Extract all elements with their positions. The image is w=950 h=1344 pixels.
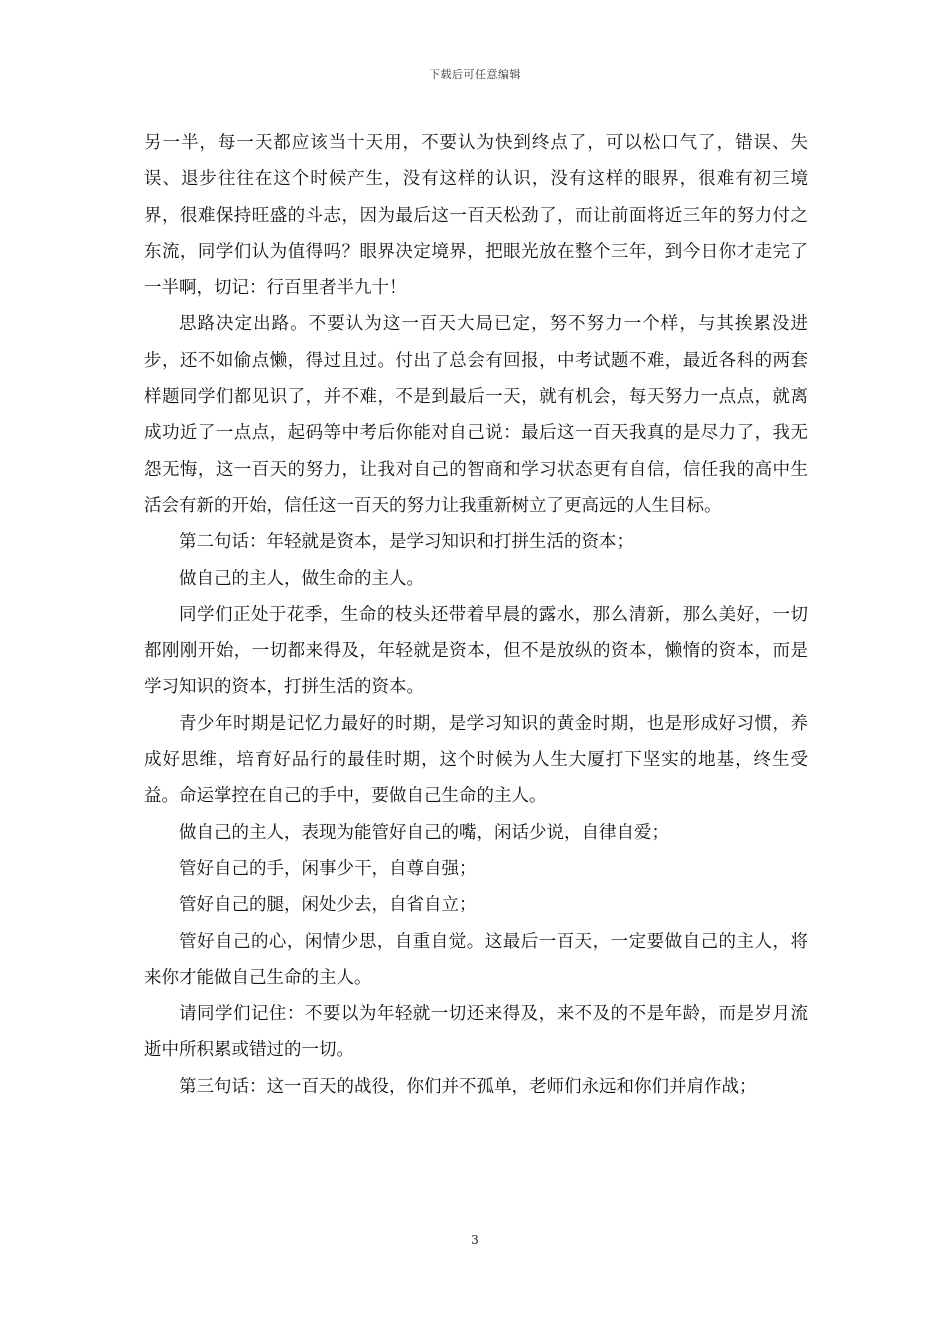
paragraph: 做自己的主人，做生命的主人。 [179, 568, 424, 589]
paragraph: 思路决定出路。不要认为这一百天大局已定，努不努力一个样，与其挨累没进步，还不如偷点懒，得过且过。付出了总会有回报，中考试题不难，最近各科的两套样题同学们都见识了，并不难，不是到最后一天，就有机会，每天努力一点点，就离成功近了一点点，起码等中考后你能对自己说：最后这一百天我真的是尽力了，我无怨无悔，这一百天的努力，让我对自己的智商和学习状态更有自信，信任我的高中生活会有新的开始，信任这一百天的努力让我重新树立了更高远的人生目标。 [144, 314, 808, 516]
paragraph: 第三句话：这一百天的战役，你们并不孤单，老师们永远和你们并肩作战； [179, 1076, 757, 1097]
page-header: 下载后可任意编辑 [429, 68, 521, 81]
paragraph: 青少年时期是记忆力最好的时期，是学习知识的黄金时期，也是形成好习惯，养成好思维，培育好品行的最佳时期，这个时候为人生大厦打下坚实的地基，终生受益。命运掌控在自己的手中，要做自己生命的主人。 [144, 713, 808, 807]
paragraph: 管好自己的腿，闲处少去，自省自立； [179, 895, 477, 916]
paragraph: 管好自己的手，闲事少干，自尊自强； [179, 858, 477, 879]
paragraph: 管好自己的心，闲情少思，自重自觉。这最后一百天，一定要做自己的主人，将来你才能做自己生命的主人。 [144, 931, 808, 988]
paragraph: 同学们正处于花季，生命的枝头还带着早晨的露水，那么清新，那么美好，一切都刚刚开始，一切都来得及，年轻就是资本，但不是放纵的资本，懒惰的资本，而是学习知识的资本，打拼生活的资本。 [144, 604, 808, 698]
paragraph: 做自己的主人，表现为能管好自己的嘴，闲话少说，自律自爱； [179, 822, 669, 843]
page-number: 3 [471, 1233, 479, 1247]
paragraph: 第二句话：年轻就是资本，是学习知识和打拼生活的资本； [179, 532, 634, 553]
paragraph: 另一半，每一天都应该当十天用，不要认为快到终点了，可以松口气了，错误、失误、退步往往在这个时候产生，没有这样的认识，没有这样的眼界，很难有初三境界，很难保持旺盛的斗志，因为最后这一百天松劲了，而让前面将近三年的努力付之东流，同学们认为值得吗？眼界决定境界，把眼光放在整个三年，到今日你才走完了一半啊，切记：行百里者半九十！ [144, 133, 808, 299]
paragraph: 请同学们记住：不要以为年轻就一切还来得及，来不及的不是年龄，而是岁月流逝中所积累或错过的一切。 [144, 1004, 808, 1061]
document-body [144, 125, 808, 1105]
